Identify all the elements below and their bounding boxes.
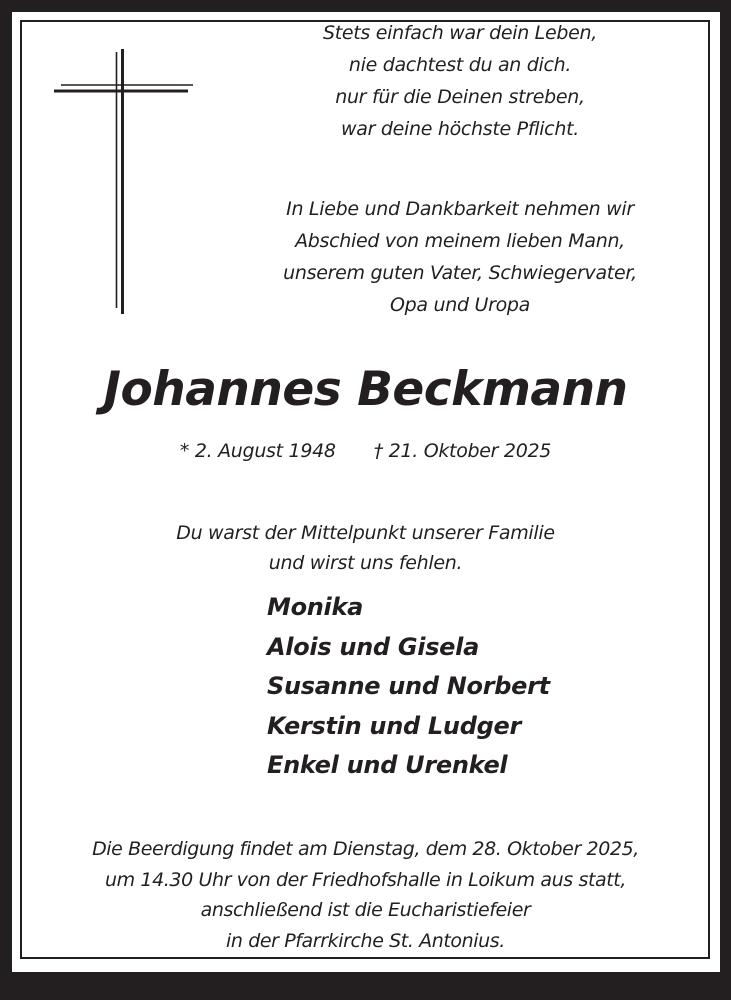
tribute-message (100, 518, 631, 578)
mourner-entry: Enkel und Urenkel (267, 751, 508, 779)
funeral-line: um 14.30 Uhr von der Friedhofshalle in Loikum aus statt, (105, 868, 626, 891)
poem-line: Stets einfach war dein Leben, (322, 22, 597, 44)
farewell-line: unserem guten Vater, Schwiegervater, (283, 262, 637, 284)
life-dates (0, 437, 731, 465)
farewell-line: Opa und Uropa (389, 294, 531, 316)
poem-line: war deine höchste Pflicht. (341, 118, 579, 140)
tribute-line: und wirst uns fehlen. (268, 552, 463, 574)
farewell-line: In Liebe und Dankbarkeit nehmen wir (286, 198, 634, 220)
mourner-entry: Alois und Gisela (267, 632, 479, 661)
poem-line: nur für die Deinen streben, (335, 86, 585, 108)
poem-line: nie dachtest du an dich. (348, 54, 572, 76)
farewell-line: Abschied von meinem lieben Mann, (295, 230, 625, 252)
poem-verse (250, 17, 670, 145)
tribute-line: Du warst der Mittelpunkt unserer Familie (176, 522, 555, 544)
farewell-message (245, 193, 675, 321)
mourner-entry: Monika (267, 593, 364, 621)
deceased-name: Johannes Beckmann (103, 362, 628, 417)
funeral-line: Die Beerdigung findet am Dienstag, dem 28. Oktober 2025, (92, 838, 639, 860)
mourners-list (267, 588, 550, 786)
mourner-entry: Susanne und Norbert (267, 672, 550, 700)
obituary-paper (12, 12, 720, 972)
death-date: † 21. Oktober 2025 (373, 440, 552, 462)
inner-border-frame (20, 20, 710, 959)
funeral-line: in der Pfarrkirche St. Antonius. (226, 929, 505, 952)
funeral-details (40, 834, 691, 956)
birth-date: * 2. August 1948 (179, 440, 336, 462)
funeral-line: anschließend ist die Eucharistiefeier (200, 899, 531, 921)
mourner-entry: Kerstin und Ludger (267, 711, 521, 740)
